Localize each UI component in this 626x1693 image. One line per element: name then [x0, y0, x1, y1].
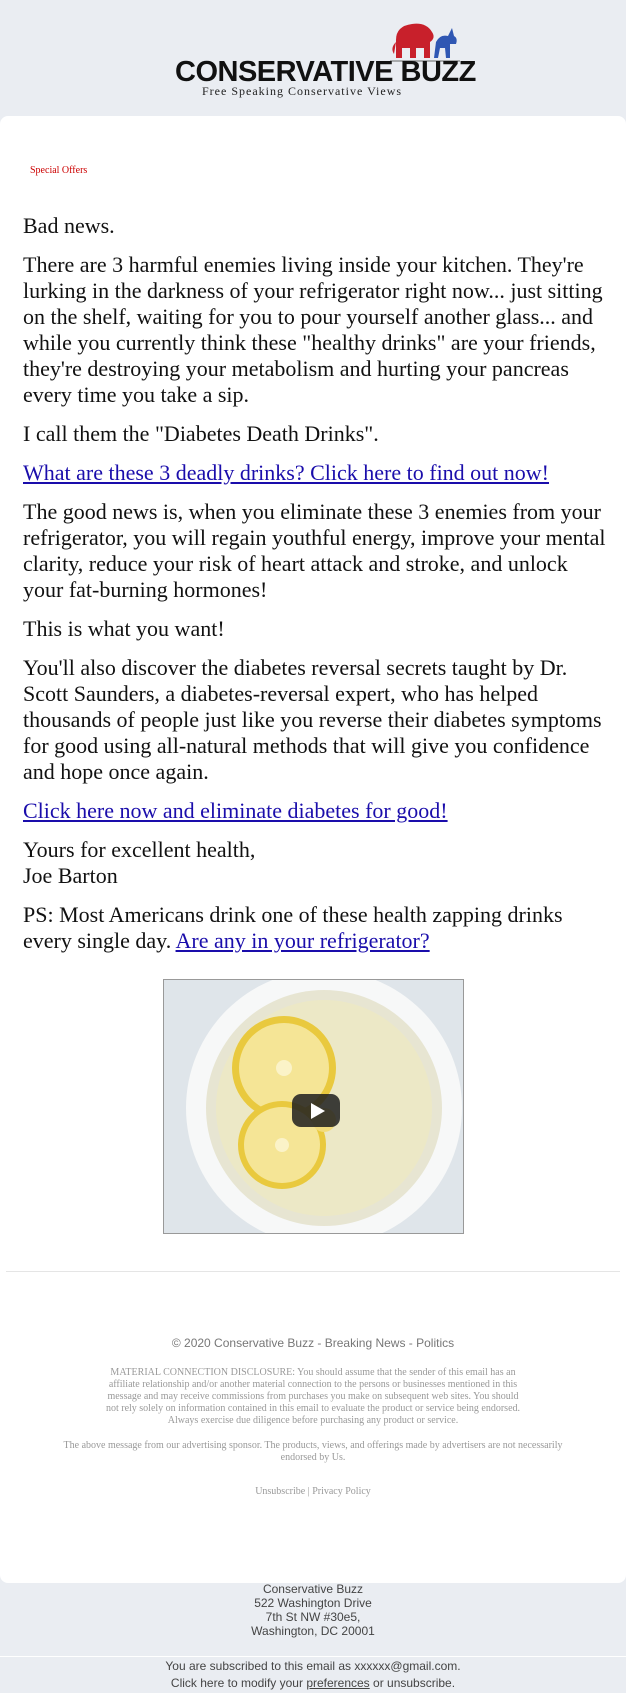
company-name: Conservative Buzz: [262, 1582, 364, 1596]
video-thumbnail[interactable]: [163, 979, 464, 1234]
email-header: [0, 0, 626, 116]
special-offers-label: Special Offers: [30, 165, 88, 176]
divider: [6, 1271, 620, 1272]
privacy-policy-link[interactable]: Privacy Policy: [312, 1486, 371, 1497]
disclosure-text: MATERIAL CONNECTION DISCLOSURE: You should assume that the sender of this email has an affiliate relationship and/or another material connection to the persons or businesses mentioned in this message and may receive commissions from purchases you make on subsequent web sites. You should not rely solely on information contained in this email to evaluate the product or service being endorsed. Always exercise due diligence before purchasing any product or service.: [105, 1367, 521, 1426]
brand-tagline: Free Speaking Conservative Views: [202, 84, 403, 98]
body-paragraph: I call them the "Diabetes Death Drinks".: [23, 421, 379, 446]
email-card: [0, 116, 626, 1583]
divider: [0, 1656, 626, 1657]
link-separator: |: [307, 1486, 310, 1497]
deadly-drinks-link[interactable]: What are these 3 deadly drinks? Click here to find out now!: [23, 460, 550, 485]
address-line: Washington, DC 20001: [251, 1624, 375, 1638]
modify-line: [0, 1675, 626, 1692]
modify-prefix: Click here to modify your: [170, 1676, 307, 1690]
body-paragraph: There are 3 harmful enemies living inside your kitchen. They're lurking in the darkness of your refrigerator right now... just sitting on the shelf, waiting for you to pour yourself another glass... and while you currently think these "healthy drinks" are your friends, they're destroying your metabolism and hurting your pancreas every time you take a sip.: [23, 252, 603, 407]
unsubscribe-link[interactable]: Unsubscribe: [255, 1486, 306, 1497]
subscription-info: [0, 1658, 626, 1692]
footer-links: [0, 1486, 626, 1497]
signature: Joe Barton: [23, 863, 118, 888]
brand-logo[interactable]: [175, 18, 476, 98]
greeting: Bad news.: [23, 213, 115, 238]
refrigerator-link[interactable]: Are any in your refrigerator?: [175, 928, 430, 953]
email-body: [23, 213, 608, 967]
play-icon[interactable]: [292, 1094, 340, 1127]
subscribed-text: You are subscribed to this email as xxxxxx@gmail.com.: [165, 1659, 461, 1673]
address-line: 522 Washington Drive: [254, 1596, 372, 1610]
mailing-address: [0, 1582, 626, 1638]
copyright-text: © 2020 Conservative Buzz - Breaking News - Politics: [171, 1336, 455, 1350]
eliminate-diabetes-link[interactable]: Click here now and eliminate diabetes for good!: [23, 798, 448, 823]
ps-paragraph: [23, 902, 608, 954]
body-paragraph: You'll also discover the diabetes reversal secrets taught by Dr. Scott Saunders, a diabetes-reversal expert, who has helped thousands of people just like you reverse their diabetes symptoms for good using all-natural methods that will give you confidence and hope once again.: [23, 655, 602, 784]
signoff-block: [23, 837, 608, 889]
address-line: 7th St NW #30e5,: [265, 1610, 361, 1624]
body-paragraph: This is what you want!: [23, 616, 225, 641]
ps-text: PS: Most Americans drink one of these health zapping drinks every single day.: [23, 902, 563, 953]
brand-name: CONSERVATIVE BUZZ: [175, 56, 476, 88]
body-paragraph: The good news is, when you eliminate these 3 enemies from your refrigerator, you will regain youthful energy, improve your mental clarity, reduce your risk of heart attack and stroke, and unlock your fat-burning hormones!: [23, 499, 606, 602]
sponsor-text: The above message from our advertising sponsor. The products, views, and offerings made by advertisers are not necessarily endorsed by Us.: [63, 1440, 563, 1463]
signoff: Yours for excellent health,: [23, 837, 256, 862]
modify-suffix[interactable]: or unsubscribe.: [369, 1676, 456, 1690]
preferences-link[interactable]: preferences: [306, 1676, 370, 1690]
